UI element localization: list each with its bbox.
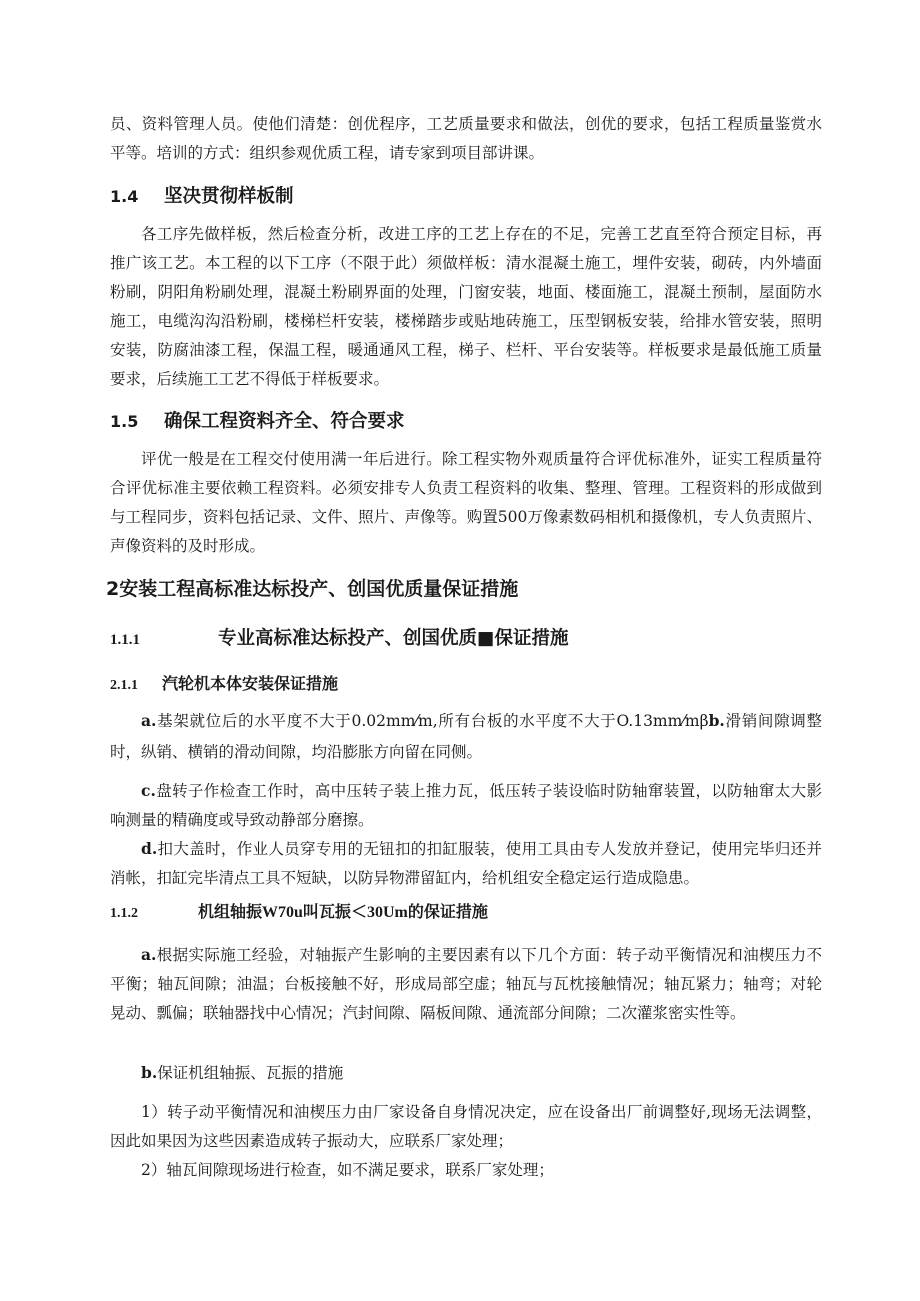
section-1-1-2-heading xyxy=(110,900,488,926)
list-item-2: 2）轴瓦间隙现场进行检查，如不满足要求，联系厂家处理； xyxy=(141,1161,554,1179)
section-1-5-body: 评优一般是在工程交付使用满一年后进行。除工程实物外观质量符合评优标准外，证实工程质量符合评优标准主要依赖工程资料。必须安排专人负责工程资料的收集、整理、管理。工程资料的形成做到与工程同步，资料包括记录、文件、照片、声像等。购置500万像素数码相机和摄像机，专人负责照片、声像资料的及时形成。 xyxy=(110,450,822,555)
section-2-1-1-heading xyxy=(110,672,338,698)
item-label: c. xyxy=(141,781,156,800)
item-label: a. xyxy=(141,945,157,964)
item-label: d. xyxy=(141,839,158,858)
item-text: 基架就位后的水平度不大于0.02mm⁄m,所有台板的水平度不大于O.13mm⁄mβ xyxy=(156,712,709,730)
item-label: b. xyxy=(141,1063,158,1082)
section-title: 坚决贯彻样板制 xyxy=(164,186,294,207)
section-number: 2.1.1 xyxy=(110,678,138,693)
section-1-1-1-heading xyxy=(110,626,568,653)
item-text: 扣大盖时，作业人员穿专用的无钮扣的扣缸服装，使用工具由专人发放并登记，使用完毕归还并消帐，扣缸完毕清点工具不短缺，以防异物滞留缸内，给机组安全稳定运行造成隐患。 xyxy=(110,840,822,887)
section-number: 1.5 xyxy=(110,412,139,431)
section-2-heading: 2安装工程高标准达标投产、创国优质量保证措施 xyxy=(106,578,519,600)
item-b-paragraph xyxy=(110,1058,822,1088)
intro-paragraph: 员、资料管理人员。使他们清楚：创优程序，工艺质量要求和做法，创优的要求，包括工程质量鉴赏水平等。培训的方式：组织参观优质工程，请专家到项目部讲课。 xyxy=(110,115,822,162)
title-part: 叫瓦振 xyxy=(302,902,351,921)
item-a-paragraph xyxy=(110,940,822,1028)
item-d-paragraph xyxy=(110,834,822,893)
section-1-4-body: 各工序先做样板，然后检查分析，改进工序的工艺上存在的不足，完善工艺直至符合预定目标，再推广该工艺。本工程的以下工序（不限于此）须做样板：清水混凝土施工，埋件安装，砌砖，内外墙面粉刷，阴阳角粉刷处理，混凝土粉刷界面的处理，门窗安装，地面、楼面施工，混凝土预制，屋面防水施工，电缆沟沟沿粉刷，楼梯栏杆安装，楼梯踏步或贴地砖施工，压型钢板安装，给排水管安装，照明安装，防腐油漆工程，保温工程，暖通通风工程，梯子、栏杆、平台安装等。样板要求是最低施工质量要求，后续施工工艺不得低于样板要求。 xyxy=(110,225,822,388)
item-label: b. xyxy=(708,711,725,730)
item-a-paragraph xyxy=(110,705,822,768)
section-title: 汽轮机本体安装保证措施 xyxy=(162,674,339,693)
item-text: 盘转子作检查工作时，高中压转子装上推力瓦，低压转子装设临时防轴窜装置，以防轴窜太大影响测量的精确度或导致动静部分磨擦。 xyxy=(110,782,822,829)
item-text: 滑销间隙调整时，纵销、横销的滑动间隙，均沿膨胀方向留在同侧。 xyxy=(110,712,822,761)
section-number: 1.1.2 xyxy=(110,906,138,921)
item-c-paragraph xyxy=(110,776,822,835)
section-1-4-heading xyxy=(110,184,294,210)
section-number: 1.4 xyxy=(110,187,139,206)
section-title: 确保工程资料齐全、符合要求 xyxy=(164,411,405,432)
title-part: ＜30Um xyxy=(350,904,408,921)
title-part: 的保证措施 xyxy=(407,902,488,921)
title-part: W70u xyxy=(262,904,303,921)
section-1-5-heading xyxy=(110,409,405,435)
item-text: 保证机组轴振、瓦振的措施 xyxy=(157,1064,344,1082)
item-text: 根据实际施工经验，对轴振产生影响的主要因素有以下几个方面：转子动平衡情况和油楔压力不平衡；轴瓦间隙；油温；台板接触不好，形成局部空虚；轴瓦与瓦枕接触情况；轴瓦紧力；轴弯；对轮晃动、瓢偏；联轴器找中心情况；汽封间隙、隔板间隙、通流部分间隙；二次灌浆密实性等。 xyxy=(110,946,822,1022)
section-title: 专业高标准达标投产、创国优质■保证措施 xyxy=(218,628,569,649)
list-item-1: 1）转子动平衡情况和油楔压力由厂家设备自身情况决定，应在设备出厂前调整好,现场无法调整，因此如果因为这些因素造成转子振动大，应联系厂家处理； xyxy=(110,1103,822,1150)
title-part: 机组轴振 xyxy=(198,902,263,921)
section-number: 1.1.1 xyxy=(110,632,140,648)
item-label: a. xyxy=(141,711,157,730)
